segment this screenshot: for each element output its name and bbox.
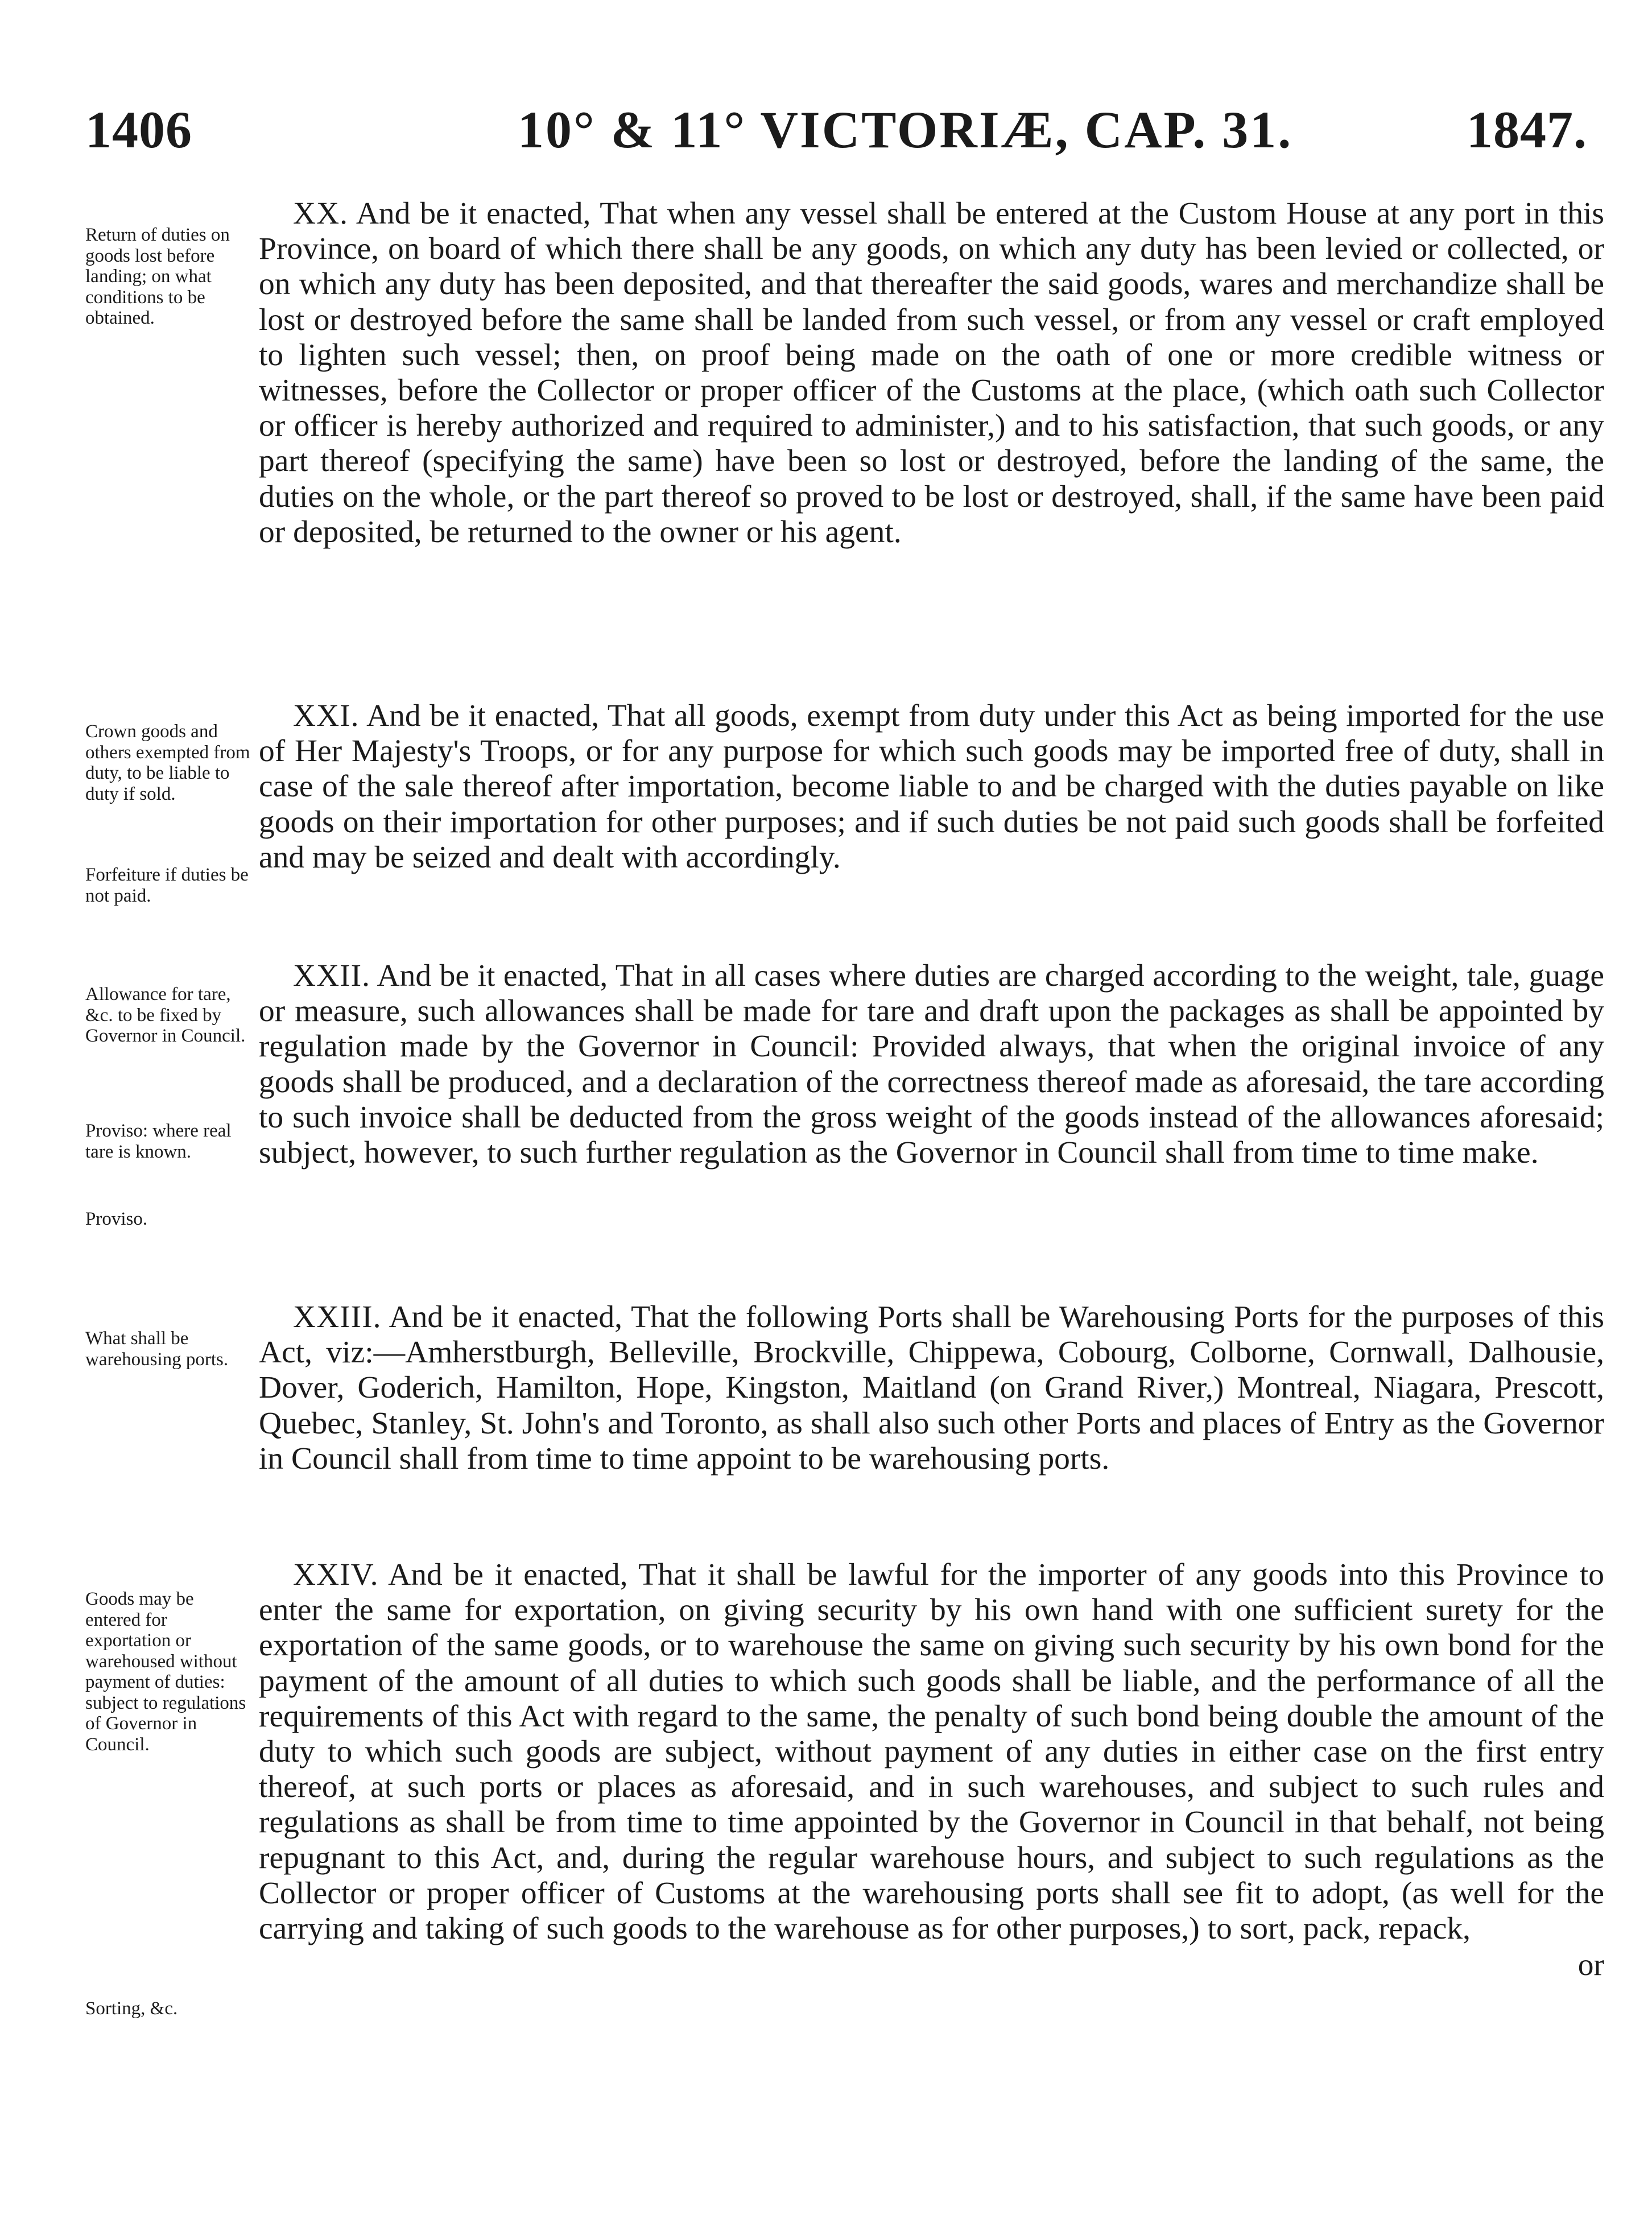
section-text: And be it enacted, That it shall be lawful for the importer of any goods into this Province to enter the same for exportation, on giving security by his own hand with one sufficient surety for the exportation of the same goods, or to warehouse the same on giving such security by his own bond for the payment of the amount of all duties to which such goods shall be liable, and the performance of all the requirements of this Act with regard to the same, the penalty of such bond being double the amount of the duty to which such goods are subject, without payment of any duties in either case on the first entry thereof, at such ports or places as aforesaid, and in such warehouses, and subject to such rules and regulations as shall be from time to time appointed by the Governor in Council in that behalf, not being repugnant to this Act, and, during the regular warehouse hours, and subject to such regulations as the Collector or proper officer of Customs at the warehousing ports shall see fit to adopt, (as well for the carrying and taking of such goods to the warehouse as for other purposes,) to sort, pack, repack, bbox=[259, 1557, 1604, 1947]
section-body bbox=[259, 196, 1604, 550]
section-number: XXII. bbox=[293, 958, 370, 993]
section-number: XX. bbox=[293, 196, 349, 231]
section-text: And be it enacted, That all goods, exempt from duty under this Act as being imported for the use of Her Majesty's Troops, or for any purpose for which such goods may be imported free of duty, shall in case of the sale thereof after importation, become liable to and be charged with the duties payable on like goods on their importation for other purposes; and if such duties be not paid such goods shall be forfeited and may be seized and dealt with accordingly. bbox=[259, 699, 1604, 875]
section-body bbox=[259, 1300, 1604, 1477]
section-text: And be it enacted, That in all cases where duties are charged according to the weight, tale, guage or measure, such allowances shall be made for tare and draft upon the packages as shall be appointed by regulation made by the Governor in Council: Provided always, that when the original invoice of any goods shall be produced, and a declaration of the correctness thereof made as aforesaid, the tare according to such invoice shall be deducted from the gross weight of the goods instead of the allowances aforesaid; subject, however, to such further regulation as the Governor in Council shall from time to time make. bbox=[259, 958, 1604, 1171]
running-header bbox=[85, 100, 1587, 179]
act-year: 1847. bbox=[1467, 101, 1587, 159]
margin-note: Proviso. bbox=[85, 1209, 148, 1229]
page-number: 1406 bbox=[85, 101, 192, 159]
margin-note: Return of duties on goods lost before landing; on what conditions to be obtained. bbox=[85, 225, 230, 328]
section-body bbox=[259, 1557, 1604, 1983]
section-text: And be it enacted, That the following Ports shall be Warehousing Ports for the purposes of this Act, viz:—Amherstburgh, Belleville, Brockville, Chippewa, Cobourg, Colborne, Cornwall, Dalhousie, Dover, Goderich, Hamilton, Hope, Kingston, Maitland (on Grand River,) Montreal, Niagara, Prescott, Quebec, Stanley, St. John's and Toronto, as shall also such other Ports and places of Entry as the Governor in Council shall from time to time appoint to be warehousing ports. bbox=[259, 1300, 1604, 1476]
margin-note: Allowance for tare, &c. to be fixed by Governor in Council. bbox=[85, 984, 246, 1046]
act-title: 10° & 11° VICTORIÆ, CAP. 31. bbox=[518, 101, 1293, 159]
catchword: or bbox=[1577, 1948, 1604, 1983]
margin-note: Proviso: where real tare is known. bbox=[85, 1121, 232, 1162]
section-body bbox=[259, 699, 1604, 875]
section-number: XXIV. bbox=[293, 1557, 379, 1592]
section-text: And be it enacted, That when any vessel shall be entered at the Custom House at any port in this Province, on board of which there shall be any goods, on which any duty has been levied or collected, or on which any duty has been deposited, and that thereafter the said goods, wares and merchandize shall be lost or destroyed before the same shall be landed from such vessel, or from any vessel or craft employed to lighten such vessel; then, on proof being made on the oath of one or more credible witness or witnesses, before the Collector or proper officer of the Customs at the place, (which oath such Collector or officer is hereby authorized and required to administer,) and to his satisfaction, that such goods, or any part thereof (specifying the same) have been so lost or destroyed, before the landing of the same, the duties on the whole, or the part thereof so proved to be lost or destroyed, shall, if the same have been paid or deposited, be returned to the owner or his agent. bbox=[259, 196, 1604, 549]
margin-note: What shall be warehousing ports. bbox=[85, 1328, 229, 1370]
margin-note: Goods may be entered for exportation or warehoused without payment of duties: subject to regulations of Governor in Council. bbox=[85, 1589, 246, 1755]
section-number: XXIII. bbox=[293, 1300, 382, 1334]
margin-note: Sorting, &c. bbox=[85, 1998, 178, 2019]
margin-note: Crown goods and others exempted from duty, to be liable to duty if sold. bbox=[85, 721, 250, 804]
section-number: XXI. bbox=[293, 699, 360, 733]
margin-note: Forfeiture if duties be not paid. bbox=[85, 865, 249, 906]
section-body bbox=[259, 958, 1604, 1171]
